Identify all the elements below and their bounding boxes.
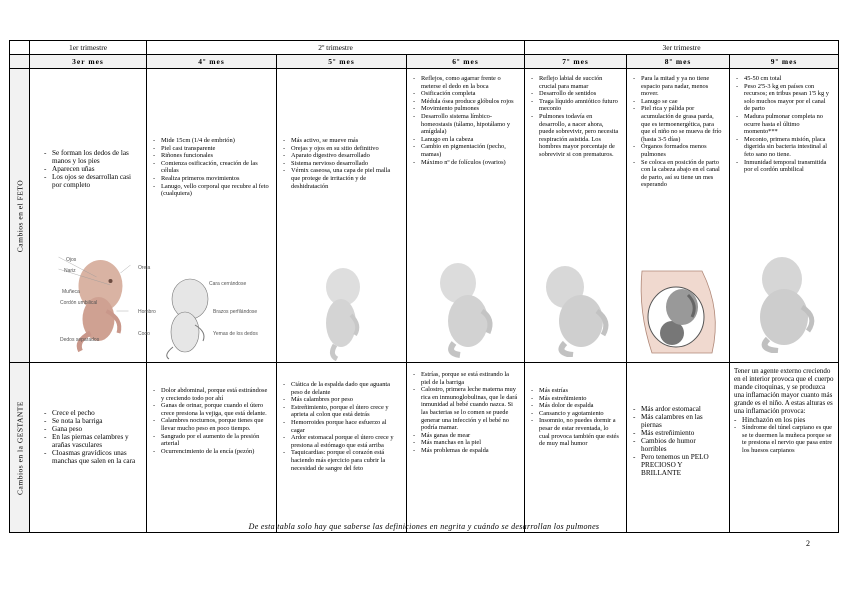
- feto-month-4: [147, 69, 277, 363]
- list-item: - Máximo nº de folículos (ovarios): [413, 159, 518, 167]
- list-item: - Síndrome del túnel carpiano es que se te duermen la muñeca porque se te presiona el nervio que pasa entre los huesos carpianos: [734, 424, 834, 454]
- list-item: - Más problemas de espalda: [413, 447, 518, 455]
- list-item: - Osificación completa: [413, 90, 518, 98]
- list-item: - Reflejo labial de succión crucial para mamar: [531, 75, 620, 90]
- list-item: - Ciática de la espalda dado que aguanta peso de delante: [283, 381, 400, 396]
- list-item: - Madura pulmonar completa no ocurre hasta el último momento***: [736, 113, 832, 136]
- list-item: - Dolor abdominal, porque está estirándose y creciendo todo por ahí: [153, 387, 270, 402]
- list-item: - Los ojos se desarrollan casi por completo: [44, 173, 140, 189]
- gestante-list-7: [531, 387, 620, 448]
- list-item: - Sangrado por el aumento de la presión arterial: [153, 433, 270, 448]
- list-item: - Traga líquido amniótico futuro meconio: [531, 98, 620, 113]
- list-item: - Gana peso: [44, 425, 140, 433]
- list-item: - Más ardor estomacal: [633, 405, 723, 413]
- list-item: - Más calambres por peso: [283, 396, 400, 404]
- gestante-list-5: [283, 381, 400, 472]
- fig-label: Cordón umbilical: [60, 300, 98, 306]
- list-item: - Piel casi transparente: [153, 145, 270, 153]
- list-item: - Se nota la barriga: [44, 417, 140, 425]
- list-item: - Ocurrencimiento de la encía (pezón): [153, 448, 270, 456]
- feto-month-5: [277, 69, 407, 363]
- list-item: - Insomnio, no puedes dormir a pesar de estar reventada, lo cual provoca también que estés de muy mal humor: [531, 417, 620, 447]
- row-label-feto-text: Cambios en el FETO: [15, 179, 24, 252]
- fig-label: Oreja: [138, 265, 151, 271]
- list-item: - Piel rica y pálida por acumulación de grasa parda, que es termoenergética, para que el niño no se mueva de frío (hasta 3-5 días): [633, 105, 723, 143]
- fig-label: Dedos separados: [60, 337, 100, 343]
- row-label-gestante-text: Cambios en la GESTANTE: [15, 400, 24, 495]
- feto-list-9: [736, 75, 832, 174]
- list-item: - Aparato digestivo desarrollado: [283, 152, 400, 160]
- list-item: - Más estreñimiento: [633, 429, 723, 437]
- feto-month-9: [730, 69, 839, 363]
- list-item: - Cambios de humor horribles: [633, 437, 723, 453]
- fig-label: Yemas de los dedos: [213, 331, 258, 337]
- gestante-month-7: [525, 363, 627, 533]
- month-9-header: 9º mes: [730, 55, 839, 69]
- feto-month-8: [627, 69, 730, 363]
- list-item: - Más estrías: [531, 387, 620, 395]
- list-item: - Crece el pecho: [44, 409, 140, 417]
- list-item: - Más ganas de mear: [413, 432, 518, 440]
- list-item: - Pulmones todavía en desarrollo, a nacer ahora, puede sobrevivir, pero necesita respiración asistida. Los hombres mayor porcentaje de sobrevivir si con prematuros.: [531, 113, 620, 159]
- gestante-list-3: [44, 409, 140, 465]
- gestante-month-9: [730, 363, 839, 533]
- gestante-intro-text: Tener un agente externo creciendo en el interior provoca que el cuerpo mande citoquinas, y se produzca una inflamación mayor cuanto más grande es el niño. A estas alturas es una inflamación provoca:: [734, 367, 834, 415]
- feto-list-6: [413, 75, 518, 166]
- list-item: - Más calambres en las piernas: [633, 413, 723, 429]
- feto-list-7: [531, 75, 620, 159]
- list-item: - Movimiento pulmones: [413, 105, 518, 113]
- list-item: - Sistema nervioso desarrollado: [283, 160, 400, 168]
- month-7-header: 7º mes: [525, 55, 627, 69]
- fetus-7-month-illustration: [535, 261, 617, 357]
- list-item: - En las piernas celambres y arañas vasculares: [44, 433, 140, 449]
- trimester-2-header: 2º trimestre: [147, 41, 525, 55]
- list-item: - Peso 2'5-3 kg en países con recursos; en tribus pesan 1'5 kg y solo muchos mayor por el canal de parto: [736, 83, 832, 113]
- list-item: - Desarrollo sistema límbico-homeostasis (tálamo, hipotálamo y amígdala): [413, 113, 518, 136]
- corner-cell: [10, 41, 30, 55]
- list-item: - Se forman los dedos de las manos y los pies: [44, 149, 140, 165]
- feto-month-7: [525, 69, 627, 363]
- pregnancy-table: [9, 40, 839, 533]
- footer-caption: De esta tabla solo hay que saberse las definiciones en negrita y cuándo se desarrollan los pulmones: [248, 522, 600, 531]
- list-item: - Cansancio y agotamiento: [531, 410, 620, 418]
- list-item: - Lanugo, vello corporal que recubre al feto (cualquiera): [153, 183, 270, 198]
- trimester-3-header: 3er trimestre: [525, 41, 839, 55]
- list-item: - Estrías, porque se está estirando la piel de la barriga: [413, 371, 518, 386]
- gestante-list-8: [633, 405, 723, 477]
- feto-list-8: [633, 75, 723, 189]
- list-item: - Ganas de orinar, porque cuando el útero crece presiona la vejiga, que está delante.: [153, 402, 270, 417]
- list-item: - Lanugo se cae: [633, 98, 723, 106]
- list-item: - Para la mitad y ya no tiene espacio para nadar, menos mover.: [633, 75, 723, 98]
- list-item: - Hemorroides porque hace esfuerzo al cagar: [283, 419, 400, 434]
- row-label-gestante: [10, 363, 30, 533]
- fetus-9-month-illustration: [742, 253, 826, 353]
- fig-label: Codo: [138, 331, 150, 337]
- list-item: - Órganos formados menos pulmones: [633, 143, 723, 158]
- corner-cell-2: [10, 55, 30, 69]
- list-item: - Médula ósea produce glóbulos rojos: [413, 98, 518, 106]
- fig-label: Brazos perfilándose: [213, 309, 258, 315]
- list-item: - Hinchazón en los pies: [734, 416, 834, 424]
- month-3-header: 3er mes: [30, 55, 147, 69]
- feto-month-3: [30, 69, 156, 363]
- list-item: - Comienza osificación, creación de las células: [153, 160, 270, 175]
- list-item: - Más estreñimiento: [531, 395, 620, 403]
- gestante-month-6: [407, 363, 525, 533]
- fig-label: Nariz: [64, 268, 76, 274]
- gestante-list-6: [413, 371, 518, 455]
- feto-month-6: [407, 69, 525, 363]
- month-8-header: 8º mes: [627, 55, 730, 69]
- gestante-month-4: [147, 363, 277, 533]
- list-item: - Estreñimiento, porque el útero crece y aprieta al colon que está detrás: [283, 404, 400, 419]
- fetus-4-month-illustration: [155, 277, 217, 361]
- feto-list-4: [153, 137, 270, 198]
- fetus-5-month-illustration: [307, 265, 377, 361]
- fig-label: Muñeca: [62, 289, 80, 295]
- gestante-month-5: [277, 363, 407, 533]
- list-item: - Vérnix caseosa, una capa de piel malla que protege de irritación y de deshidratación: [283, 167, 400, 190]
- gestante-list-4: [153, 387, 270, 455]
- gestante-list-9: [734, 416, 834, 454]
- list-item: - Más dolor de espalda: [531, 402, 620, 410]
- list-item: - Cambio en pigmentación (pecho, mamas): [413, 143, 518, 158]
- gestante-month-8: [627, 363, 730, 533]
- list-item: - Pero tenemos un PELO PRECIOSO Y BRILLANTE: [633, 453, 723, 477]
- trimester-1-header: 1er trimestre: [30, 41, 147, 55]
- list-item: - Calostro, primera leche materna muy rica en inmunoglobulinas, que le dará inmunidad al bebé cuando nazca. Si las bacterias se lo comen se puede generar una infección y el bebé no podría mamar.: [413, 386, 518, 432]
- list-item: - Ardor estomacal porque el útero crece y presiona al estómago que está arriba: [283, 434, 400, 449]
- list-item: - Taquicardias: porque el corazón está haciendo más ejercicio para cubrir la necesidad de sangre del feto: [283, 449, 400, 472]
- list-item: - Se coloca en posición de parto con la cabeza abajo en el canal de parto, así su tiene un mes esperando: [633, 159, 723, 189]
- list-item: - Calambres nocturnos, porque tienes que llevar mucho peso en poco tiempo.: [153, 417, 270, 432]
- fetus-8-month-illustration: [632, 261, 724, 361]
- list-item: - Cloasmas gravídicos unas manchas que salen en la cara: [44, 449, 140, 465]
- gestante-month-3: [30, 363, 147, 533]
- list-item: - Lanugo en la cabeza: [413, 136, 518, 144]
- fig-label: Cara cerrándose: [209, 281, 247, 287]
- list-item: - Orejas y ojos en su sitio definitivo: [283, 145, 400, 153]
- list-item: - Más activo, se mueve más: [283, 137, 400, 145]
- list-item: - Más manchas en la piel: [413, 439, 518, 447]
- list-item: - Aparecen uñas: [44, 165, 140, 173]
- month-4-header: 4º mes: [147, 55, 277, 69]
- list-item: - Inmunidad temporal transmitida por el cordón umbilical: [736, 159, 832, 174]
- list-item: - Meconio, primera misión, placa digerida sin bacteria intestinal al feto sano no tiene.: [736, 136, 832, 159]
- gestante-intro: [734, 367, 834, 454]
- fetus-6-month-illustration: [424, 259, 508, 359]
- fig-label: Ojos: [66, 257, 77, 263]
- month-5-header: 5º mes: [277, 55, 407, 69]
- month-6-header: 6º mes: [407, 55, 525, 69]
- list-item: - Riñones funcionales: [153, 152, 270, 160]
- list-item: - 45-50 cm total: [736, 75, 832, 83]
- page-number: 2: [806, 539, 810, 548]
- row-label-feto: [10, 69, 30, 363]
- list-item: - Desarrollo de sentidos: [531, 90, 620, 98]
- list-item: - Realiza primeros movimientos: [153, 175, 270, 183]
- fig-label: Hombro: [138, 309, 156, 315]
- list-item: - Reflejos, como agarrar frente o meterse el dedo en la boca: [413, 75, 518, 90]
- feto-list-5: [283, 137, 400, 190]
- feto-list-3: [44, 149, 140, 189]
- list-item: - Mide 15cm (1/4 de embrión): [153, 137, 270, 145]
